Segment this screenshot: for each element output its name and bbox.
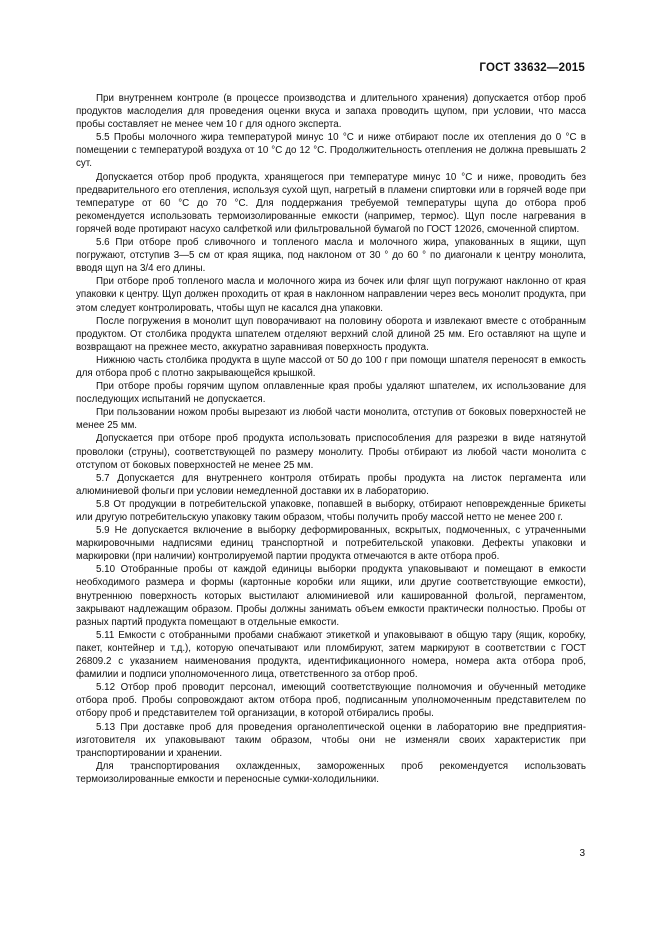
paragraph: При отборе проб топленого масла и молочного жира из бочек или фляг щуп погружают наклонно от края упаковки к центру. Щуп должен проходить от края в наклонном направлении через весь монолит продукта, при этом следует контролировать, чтобы щуп не касался дна упаковки. bbox=[76, 276, 586, 314]
paragraph: Допускается при отборе проб продукта использовать приспособления для разрезки в виде натянутой проволоки (струны), соответствующей по размеру монолиту. Пробы отбирают из любой части монолита с отступом от боковых поверхностей не менее 25 мм. bbox=[76, 433, 586, 471]
document-header-id: ГОСТ 33632—2015 bbox=[479, 62, 585, 74]
paragraph: 5.9 Не допускается включение в выборку деформированных, вскрытых, подмоченных, с утраченными маркировочными надписями единиц транспортной и потребительской упаковки. Дефекты упаковки и маркировки (при наличии) контролируемой партии продукта отмечаются в акте отбора проб. bbox=[76, 525, 586, 563]
paragraph: 5.7 Допускается для внутреннего контроля отбирать пробы продукта на листок пергамента или алюминиевой фольги при условии немедленной доставки их в лабораторию. bbox=[76, 472, 586, 497]
paragraph: 5.5 Пробы молочного жира температурой минус 10 °С и ниже отбирают после их отепления до 0 °С в помещении с температурой воздуха от 10 °С до 12 °С. Продолжительность отепления не должна превышать 2 сут. bbox=[76, 132, 586, 170]
paragraph: После погружения в монолит щуп поворачивают на половину оборота и извлекают вместе с отобранным продуктом. От столбика продукта шпателем отделяют верхний слой длиной 25 мм. Его оставляют на щупе и возвращают на прежнее место, аккуратно заравнивая поверхность продукта. bbox=[76, 315, 586, 353]
paragraph: 5.10 Отобранные пробы от каждой единицы выборки продукта упаковывают и помещают в емкости необходимого размера и формы (картонные коробки или ящики, или другие соответствующие емкости), внутреннюю поверхность которых выстилают алюминиевой или кашированной фольгой, пергаментом, закрывают надлежащим образом. Пробы должны занимать объем емкости практически полностью. Пробы от разных партий продукта помещают в отдельные емкости. bbox=[76, 564, 586, 628]
paragraph: Нижнюю часть столбика продукта в щупе массой от 50 до 100 г при помощи шпателя переносят в емкость для отбора проб с плотно закрывающейся крышкой. bbox=[76, 354, 586, 379]
paragraph: 5.11 Емкости с отобранными пробами снабжают этикеткой и упаковывают в общую тару (ящик, коробку, пакет, контейнер и т.д.), которую опечатывают или пломбируют, затем маркируют в соответствии с ГОСТ 26809.2 с указанием наименования продукта, идентификационного номера, номера акта отбора проб, фамилии и подписи уполномоченного лица, ответственного за отбор проб. bbox=[76, 629, 586, 681]
page-number: 3 bbox=[579, 848, 585, 859]
paragraph: При пользовании ножом пробы вырезают из любой части монолита, отступив от боковых поверхностей не менее 25 мм. bbox=[76, 407, 586, 432]
paragraph: 5.13 При доставке проб для проведения органолептической оценки в лабораторию вне предприятия-изготовителя их упаковывают таким образом, чтобы они не изменяли своих характеристик при транспортировании и хранении. bbox=[76, 721, 586, 759]
paragraph: При отборе пробы горячим щупом оплавленные края пробы удаляют шпателем, их использование для последующих испытаний не допускается. bbox=[76, 381, 586, 406]
paragraph: Для транспортирования охлажденных, замороженных проб рекомендуется использовать термоизолированные емкости и переносные сумки-холодильники. bbox=[76, 760, 586, 785]
document-body bbox=[76, 92, 586, 786]
paragraph: 5.12 Отбор проб проводит персонал, имеющий соответствующие полномочия и обученный методике отбора проб. Пробы сопровождают актом отбора проб, подписанным уполномоченным представителем по отбору проб и представителем той организации, в которой отбирались пробы. bbox=[76, 682, 586, 720]
paragraph: При внутреннем контроле (в процессе производства и длительного хранения) допускается отбор проб продуктов маслоделия для проведения оценки вкуса и запаха проводить щупом, при условии, что масса пробы составляет не менее чем 10 г для одного эксперта. bbox=[76, 93, 586, 131]
paragraph: Допускается отбор проб продукта, хранящегося при температуре минус 10 °С и ниже, проводить без предварительного его отепления, используя сухой щуп, нагретый в пламени спиртовки или в горячей воде при температуре от 60 °С до 70 °С. Для поддержания требуемой температуры щупа до отбора проб рекомендуется использовать термоизолированные емкости (например, термос). Щуп после нагревания в горячей воде протирают насухо салфеткой или фильтровальной бумагой по ГОСТ 12026, смоченной спиртом. bbox=[76, 171, 586, 235]
paragraph: 5.8 От продукции в потребительской упаковке, попавшей в выборку, отбирают неповрежденные брикеты или другую потребительскую упаковку таким образом, чтобы получить пробу массой нетто не менее 200 г. bbox=[76, 498, 586, 523]
paragraph: 5.6 При отборе проб сливочного и топленого масла и молочного жира, упакованных в ящики, щуп погружают, отступив 3—5 см от края ящика, под наклоном от 30 ° до 60 ° по диагонали к центру монолита, вводя щуп на 3/4 его длины. bbox=[76, 237, 586, 275]
